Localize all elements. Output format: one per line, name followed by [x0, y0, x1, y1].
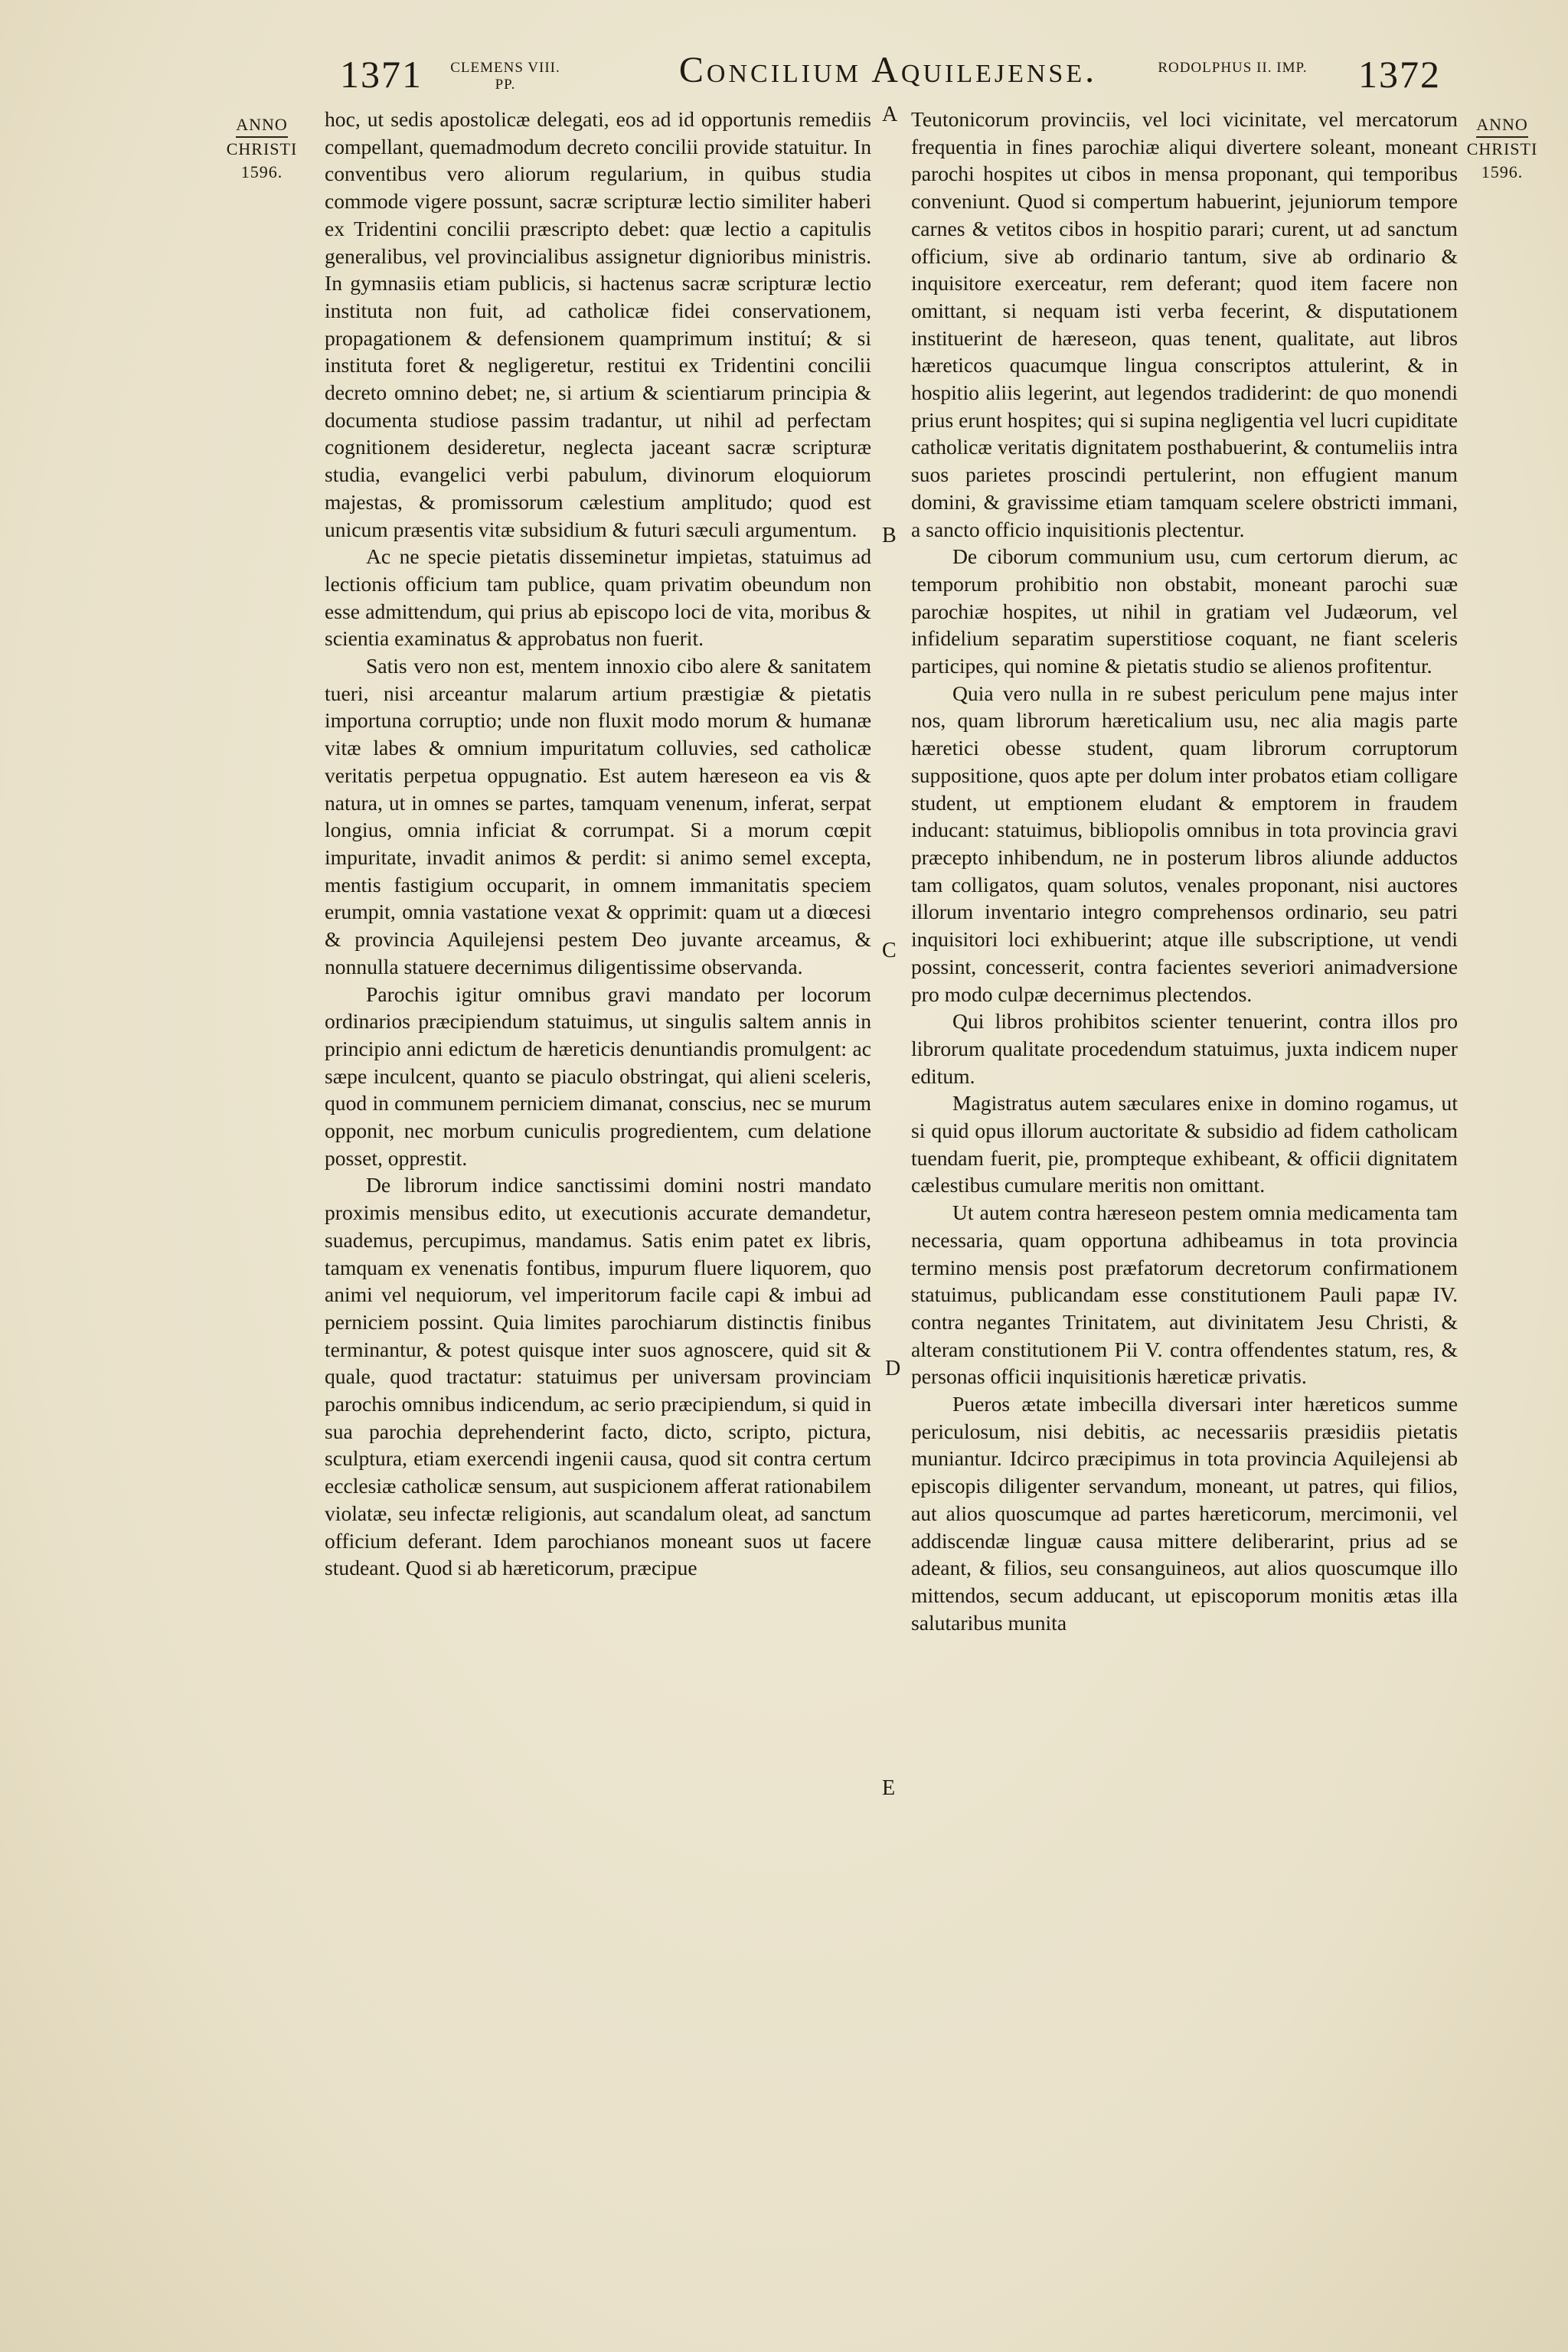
right-page-number: 1372 — [1358, 53, 1441, 96]
page-title: Concilium Aquilejense. — [678, 50, 1098, 90]
paragraph: Quia vero nulla in re subest periculum pene majus inter nos, quam librorum hæreticalium usu, nec alia magis parte hæretici obesse student, quam librorum corruptorum suppositione, quos apte per dolum inter probatos etiam colligare student, ut emptionem eludant & emptorem in fraudem inducant: statuimus, bibliopolis omnibus in tota provincia gravi præcepto inhibendum, ne in posterum libros aliunde adductos tam colligatos, quam solutos, venales proponant, nisi auctores illorum inventario integro comprehensos ordinario, seu patri inquisitori loci exhibuerint; atque ille subscriptione, ut vendi possint, concesserit, contra facientes severiori animadversione pro modo culpæ decernimus plectendos. — [911, 681, 1458, 1006]
paragraph: Ac ne specie pietatis disseminetur impietas, statuimus ad lectionis officium tam publice, quam privatim obeundum non esse admittendum, qui prius ab episcopo loci de vita, moribus & scientia examinatus & approbatus non fuerit. — [325, 544, 871, 651]
left-running-head: CLEMENS VIII. PP. — [450, 60, 560, 93]
right-running-head: RODOLPHUS II. IMP. — [1158, 60, 1308, 76]
section-letter-d: D — [885, 1357, 901, 1380]
paragraph: De ciborum communium usu, cum certorum dierum, ac temporum prohibitio non obstabit, moneant parochi suæ parochiæ hospites, ut nihil in gratiam vel Judæorum, vel infidelium separatim superstitiose coquant, ne fiant sceleris participes, qui nomine & pietatis studio se alienos profitentur. — [911, 544, 1458, 678]
paragraph: Pueros ætate imbecilla diversari inter hæreticos summe periculosum, nisi debitis, ac necessariis præsidiis pietatis muniantur. Idcirco præcipimus in tota provincia Aquilejensi ab episcopis diligenter servandum, moneant, ut patres, qui filios, aut alios quoscumque ad partes hæreticorum, mercimonii, vel addiscendæ linguæ causa mittere deliberarint, prius ad se adeant, & filios, seu consanguineos, aut alios quoscumque illo mittendos, secum adducant, ut episcoporum monitis ætas illa salutaribus munita — [911, 1392, 1458, 1635]
section-letter-e: E — [882, 1776, 896, 1800]
right-column — [911, 106, 1458, 1636]
paragraph: Parochis igitur omnibus gravi mandato per locorum ordinarios præcipiendum statuimus, ut singulis saltem annis in principio anni edictum de hæreticis denuntiandis promulgent: ac sæpe inculcent, quanto se piaculo obstringat, qui alieni sceleris, quod in communem perniciem dimanat, conscius, nec se murum opponit, nec morbum cuniculis progredientem, cum delatione posset, opprestit. — [325, 982, 871, 1170]
section-letter-b: B — [882, 524, 897, 547]
margin-year: 1596. — [1481, 162, 1524, 181]
left-margin-note — [208, 113, 315, 184]
section-letter-a: A — [882, 103, 898, 126]
margin-year: 1596. — [240, 162, 283, 181]
margin-anno: ANNO — [1476, 113, 1528, 138]
margin-christi: CHRISTI — [226, 139, 298, 158]
paragraph: Magistratus autem sæculares enixe in domino rogamus, ut si quid opus illorum auctoritate & subsidio ad fidem catholicam tuendam fuerit, pie, prompteque exhibeant, & officii dignitatem cælestibus cumulare meritis non omittant. — [911, 1091, 1458, 1197]
left-page-number: 1371 — [340, 53, 423, 96]
paragraph: Satis vero non est, mentem innoxio cibo alere & sanitatem tueri, nisi arceantur malarum artium præstigiæ & pietatis importuna corruptio; unde non fluxit modo morum & humanæ vitæ labes & omnium impuritatum colluvies, sed catholicæ veritatis perpetua oppugnatio. Est autem hæreseon ea vis & natura, ut in omnes se partes, tamquam venenum, inferat, serpat longius, omnia inficiat & corrumpat. Si a morum cœpit impuritate, invadit animos & perdit: si animo semel excepta, mentis fastigium occuparit, in omnem immanitatis speciem erumpit, omnia vastatione vexat & opprimit: quam ut a diœcesi & provincia Aquilejensi pestem Deo juvante arceamus, & nonnulla statuere decernimus diligentissime observanda. — [325, 654, 871, 978]
paragraph: Qui libros prohibitos scienter tenuerint, contra illos pro librorum qualitate procedendum statuimus, juxta indicem nuper editum. — [911, 1009, 1458, 1088]
paragraph: hoc, ut sedis apostolicæ delegati, eos ad id opportunis remediis compellant, quemadmodum decreto concilii provide statuitur. In conventibus vero aliorum regularium, in quibus studia commode vigere possunt, sacræ scripturæ lectio similiter haberi ex Tridentini concilii præscripto debet: quæ lectio a capitulis generalibus, vel provincialibus assignetur dignioribus ministris. In gymnasiis etiam publicis, si hactenus sacræ scripturæ lectio instituta non fuit, ad catholicæ fidei conservationem, propagationem & defensionem quamprimum instituí; & si instituta foret & negligeretur, restitui ex Tridentini concilii decreto omnino debet; ne, si artium & scientiarum principia & documenta studiose passim tradantur, ut nihil ad perfectam cognitionem desideretur, neglecta jaceant sacræ scripturæ studia, evangelici verbi pabulum, divinorum eloquiorum majestas, & promissorum cælestium amplitudo; quod est unicum præsentis vitæ subsidium & futuri sæculi argumentum. — [325, 107, 871, 541]
right-margin-note — [1464, 113, 1540, 184]
section-letter-c: C — [882, 939, 897, 962]
margin-anno: ANNO — [236, 113, 288, 138]
margin-christi: CHRISTI — [1466, 139, 1538, 158]
paragraph: De librorum indice sanctissimi domini nostri mandato proximis mensibus edito, ut executionis accurate demandetur, suademus, percupimus, mandamus. Satis enim patet ex libris, tamquam ex venenatis fontibus, impurum fluere liquorem, quo animi vel nequiorum, vel imperitorum facile capi & imbui ad perniciem possint. Quia limites parochiarum distinctis finibus terminantur, & potest quisque inter suos agnoscere, quid sit & quale, quod tractatur: statuimus per universam provinciam parochis omnibus indicendum, ac serio præcipiendum, si quid in sua parochia deprehenderint facto, dicto, scripto, pictura, sculptura, etiam exercendi ingenii causa, quod sit contra certum ecclesiæ catholicæ sensum, aut suspicionem afferat rationabilem violatæ, seu infectæ religionis, aut scandalum oleat, ad sanctum officium deferant. Idem parochianos moneant suos ut facere studeant. Quod si ab hæreticorum, præcipue — [325, 1173, 871, 1580]
left-column — [325, 106, 871, 1582]
paragraph: Teutonicorum provinciis, vel loci vicinitate, vel mercatorum frequentia in fines parochiæ aliqui divertere soleant, moneant parochi hospites ut cibos in mensa proponant, qui temporibus conveniunt. Quod si compertum habuerint, jejuniorum tempore carnes & vetitos cibos in hospitio parari; curent, ut ad sanctum officium, sive ab ordinario tantum, sive ab ordinario & inquisitore exerceatur, rem deferant; quod item facere non omittant, si nequam isti verba fecerint, & disputationem instituerint de hæreseon, quas tenent, qualitate, aut libros hæreticos quacumque lingua conscriptos attulerint, & in hospitio aliis legerint, aut legendos tradiderint: de quo monendi prius erunt hospites; qui si supina negligentia vel lucri cupiditate catholicæ veritatis dignitatem posthabuerint, & contumeliis intra suos parietes proscindi pertulerint, non effugient manum domini, & gravissime etiam tamquam scelere obstricti immani, a sancto officio inquisitionis plectentur. — [911, 107, 1458, 541]
paragraph: Ut autem contra hæreseon pestem omnia medicamenta tam necessaria, quam opportuna adhibeamus in tota provincia termino mensis post præfatorum decretorum confirmationem statuimus, publicandam esse constitutionem Pauli papæ IV. contra negantes Trinitatem, aut divinitatem Jesu Christi, & alteram constitutionem Pii V. contra offendentes statum, res, & personas officii inquisitionis hæreticæ privatis. — [911, 1200, 1458, 1389]
